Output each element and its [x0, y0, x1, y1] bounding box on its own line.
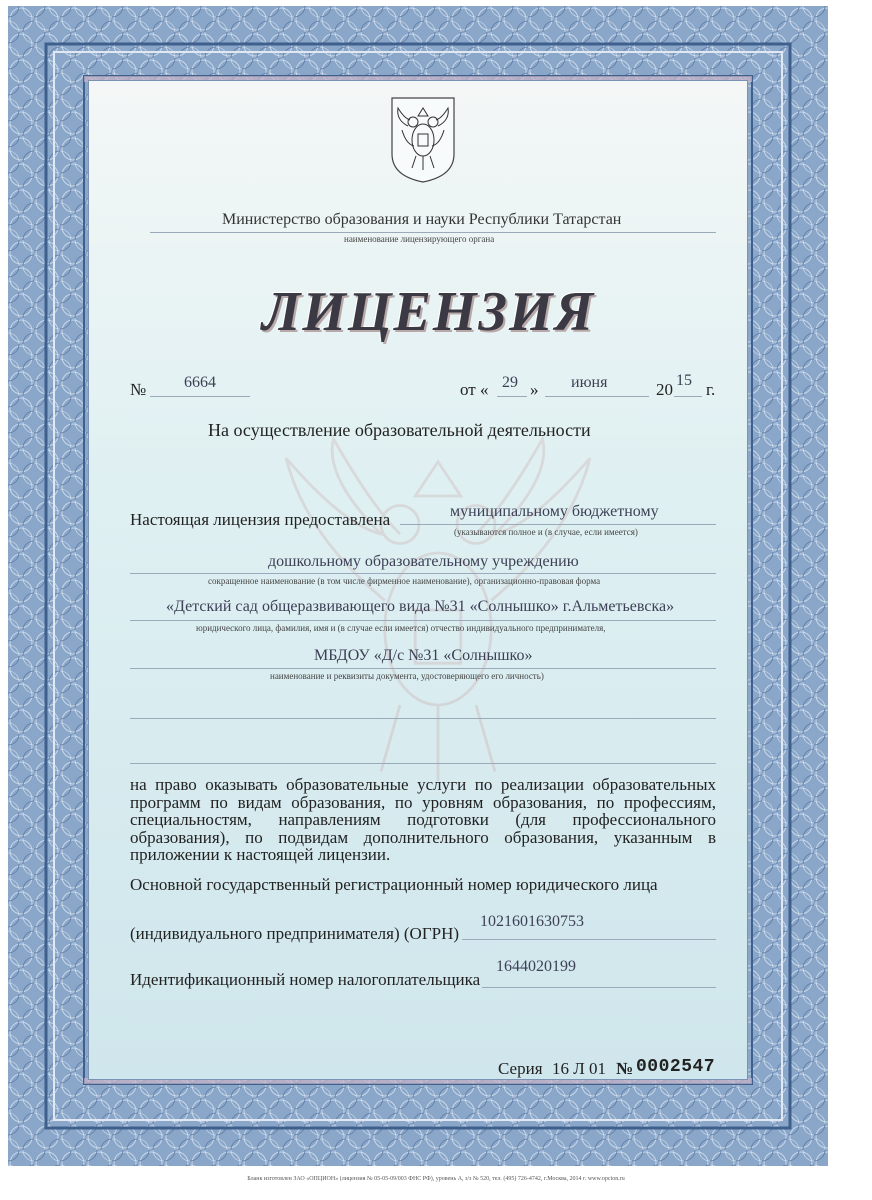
granted-underline-2 — [130, 573, 716, 574]
ogrn-label-line-1: Основной государственный регистрационный номер юридического лица — [130, 875, 658, 894]
granted-line-1: муниципальному бюджетному — [450, 503, 659, 520]
date-month: июня — [571, 374, 608, 391]
granted-underline-4 — [130, 668, 716, 669]
authority-underline — [150, 232, 716, 233]
number-underline — [150, 396, 250, 397]
year-underline — [674, 396, 702, 397]
granted-underline-1 — [400, 524, 716, 525]
date-close-quote: » — [530, 380, 539, 399]
granted-line-3: «Детский сад общеразвивающего вида №31 «Солнышко» г.Альметьевска» — [166, 598, 675, 615]
authority-caption: наименование лицензирующего органа — [344, 234, 495, 244]
day-underline — [497, 396, 527, 397]
blank-underline-2 — [130, 763, 716, 764]
printer-footer: Бланк изготовлен ЗАО «ОПЦИОН» (лицензия № 05-05-09/003 ФНС РФ), уровень А, з/з № 520, тел. (495) 726-4742, г.Москва, 2014 г. www.opcion.ru — [247, 1176, 625, 1182]
granted-underline-3 — [130, 620, 716, 621]
number-label: № — [130, 380, 147, 399]
ogrn-value: 1021601630753 — [480, 913, 584, 930]
granted-label: Настоящая лицензия предоставлена — [130, 510, 391, 529]
inn-label: Идентификационный номер налогоплательщика — [130, 970, 481, 989]
serial-number-label: № — [616, 1059, 634, 1078]
caption-1: (указываются полное и (в случае, если имеется) — [454, 527, 638, 537]
series-label: Серия — [498, 1059, 543, 1078]
caption-2: сокращенное наименование (в том числе фирменное наименование), организационно-правовая форма — [208, 576, 601, 586]
series-value: 16 Л 01 — [552, 1059, 607, 1078]
granted-line-4: МБДОУ «Д/с №31 «Солнышко» — [314, 647, 533, 664]
ogrn-underline — [462, 939, 716, 940]
caption-3: юридического лица, фамилия, имя и (в случае если имеется) отчество индивидуального предпринимателя, — [196, 623, 606, 633]
date-year-prefix: 20 — [656, 380, 673, 399]
month-underline — [545, 396, 649, 397]
granted-line-2: дошкольному образовательному учреждению — [268, 553, 579, 570]
license-purpose: На осуществление образовательной деятельности — [208, 420, 591, 440]
caption-4: наименование и реквизиты документа, удостоверяющего его личность) — [270, 671, 544, 681]
coat-of-arms-icon — [388, 96, 458, 184]
rights-paragraph: на право оказывать образовательные услуги по реализации образовательных программ по видам образования, по уровням образования, по профессиям, специальностям, направлениям подготовки (для профессионального образования), по подвидам дополнительного образования, указанным в приложении к настоящей лицензии. — [130, 775, 716, 865]
document-title: ЛИЦЕНЗИЯ — [262, 281, 596, 343]
ogrn-label-line-2: (индивидуального предпринимателя) (ОГРН) — [130, 924, 460, 943]
date-day: 29 — [502, 374, 518, 391]
blank-underline-1 — [130, 718, 716, 719]
serial-number-value: 0002547 — [636, 1057, 716, 1077]
licensing-authority: Министерство образования и науки Республики Татарстан — [222, 211, 622, 228]
date-from-label: от « — [460, 380, 489, 399]
date-year-suffix: 15 — [676, 372, 692, 389]
license-number: 6664 — [184, 374, 216, 391]
date-year-end: г. — [706, 380, 716, 399]
inn-value: 1644020199 — [496, 958, 576, 975]
inn-underline — [482, 987, 716, 988]
